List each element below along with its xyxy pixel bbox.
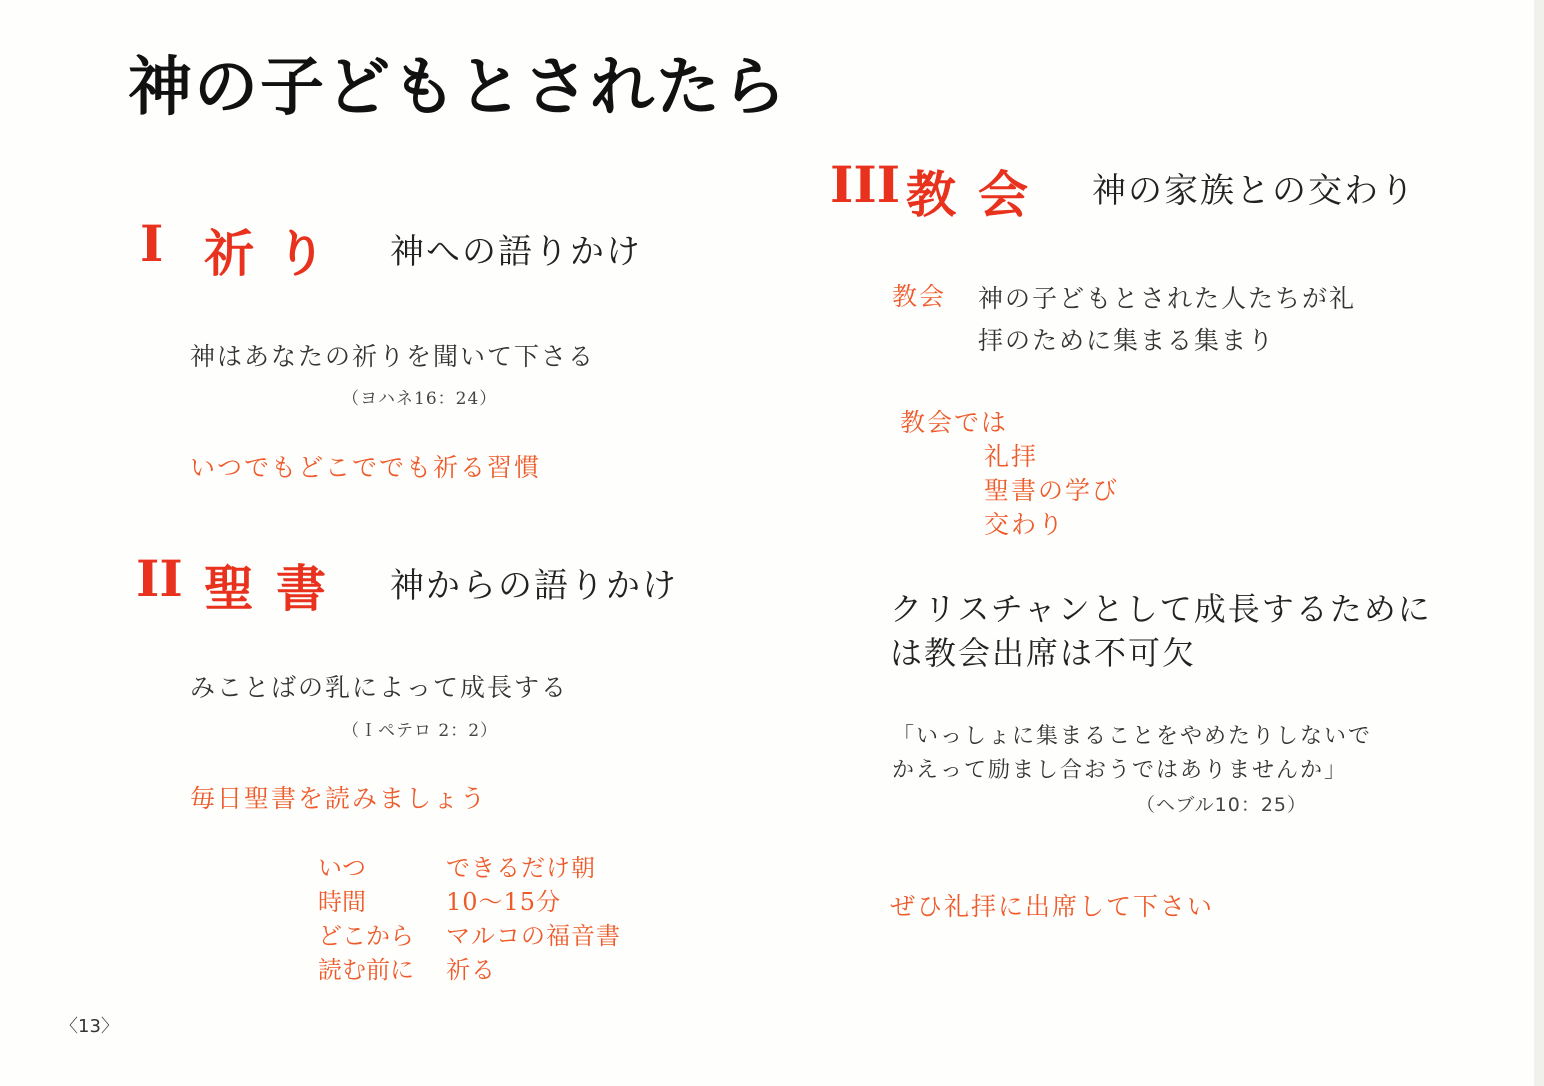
section3-closing: ぜひ礼拝に出席して下さい (890, 892, 1215, 921)
section3-quote-line1: 「いっしょに集まることをやめたりしないで (892, 724, 1373, 749)
schedule-value: できるだけ朝 (446, 854, 596, 882)
section1-subtitle: 神への語りかけ (390, 232, 642, 272)
schedule-label: どこから (318, 922, 414, 950)
section3-def-label: 教会 (892, 282, 947, 311)
section1-habit: いつでもどこででも祈る習慣 (190, 453, 542, 482)
section1-heading: 祈り (204, 224, 348, 283)
page-edge (1534, 0, 1544, 1086)
page-title: 神の子どもとされたら (128, 50, 788, 125)
page-number: 〈13〉 (60, 1016, 119, 1037)
schedule-value: マルコの福音書 (446, 922, 621, 950)
section3-def-line2: 拝のために集まる集まり (978, 326, 1276, 355)
schedule-value: 10〜15分 (446, 888, 562, 916)
section3-growth-line1: クリスチャンとして成長するために (890, 590, 1432, 628)
schedule-label: 時間 (318, 888, 366, 916)
activity-item: 礼拝 (984, 442, 1039, 471)
section2-statement: みことばの乳によって成長する (190, 673, 569, 702)
section3-subtitle: 神の家族との交わり (1092, 171, 1416, 211)
section3-growth-line2: は教会出席は不可欠 (890, 634, 1197, 672)
activity-item: 聖書の学び (984, 476, 1120, 505)
activity-item: 交わり (984, 510, 1066, 539)
section2-encourage: 毎日聖書を読みましょう (190, 784, 488, 813)
schedule-label: 読む前に (318, 956, 414, 984)
section2-number: II (136, 549, 183, 608)
schedule-label: いつ (318, 854, 366, 882)
section1-number: I (140, 214, 164, 273)
schedule-value: 祈る (446, 956, 496, 984)
section3-quote-reference: （ヘブル10：25） (1136, 794, 1308, 816)
section3-def-line1: 神の子どもとされた人たちが礼 (978, 284, 1357, 313)
section2-subtitle: 神からの語りかけ (390, 566, 678, 606)
section2-heading: 聖書 (204, 559, 348, 618)
section2-reference: （Ｉペテロ 2：2） (342, 721, 499, 741)
section3-activities-heading: 教会では (900, 408, 1009, 437)
section1-statement: 神はあなたの祈りを聞いて下さる (190, 342, 596, 371)
section3-quote-line2: かえって励まし合おうではありませんか」 (892, 758, 1349, 783)
section3-heading: 教会 (906, 165, 1050, 224)
section3-number: III (830, 155, 901, 214)
section1-reference: （ヨハネ16：24） (342, 389, 498, 409)
